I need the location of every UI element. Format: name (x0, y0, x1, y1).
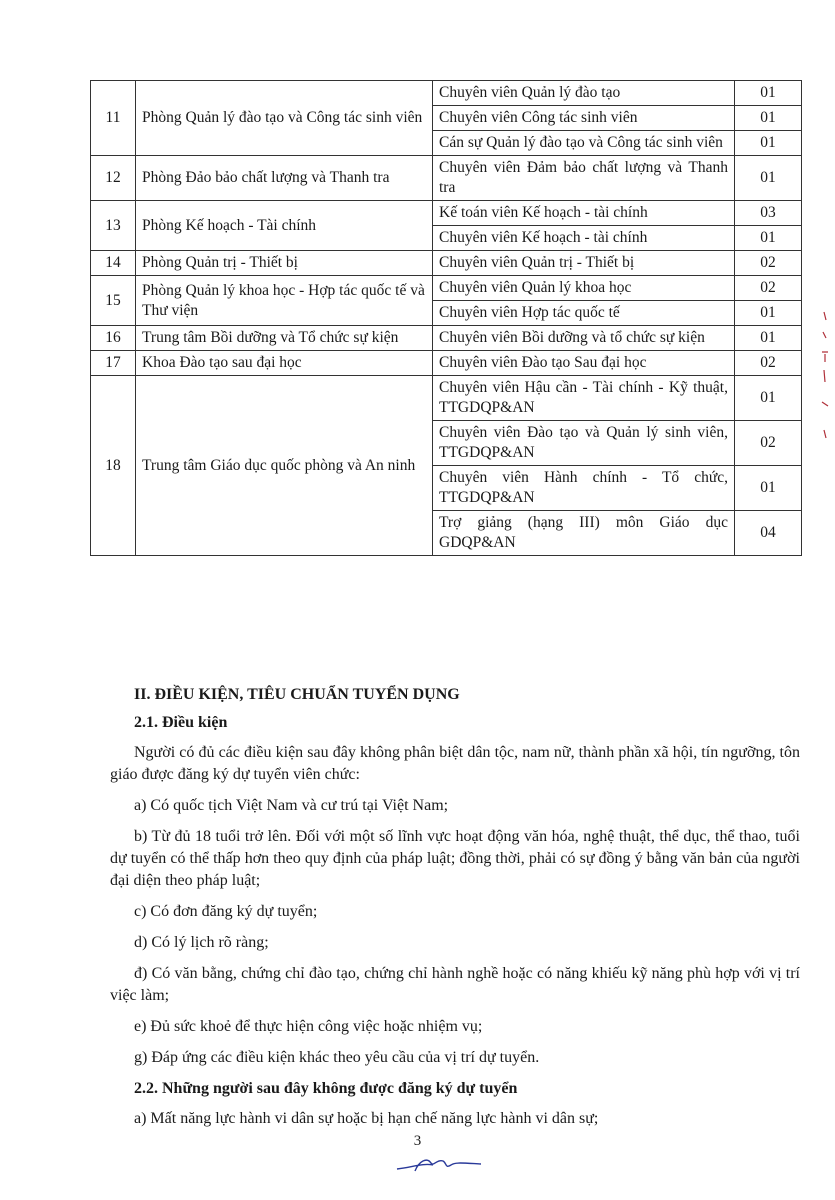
position-quantity: 01 (735, 226, 802, 251)
subsection-heading-conditions: 2.1. Điều kiện (134, 714, 228, 731)
section-heading: II. ĐIỀU KIỆN, TIÊU CHUẨN TUYỂN DỤNG (134, 686, 460, 703)
table-body (91, 81, 802, 556)
department-name: Khoa Đào tạo sau đại học (136, 351, 433, 376)
row-number: 12 (91, 156, 136, 201)
row-number: 15 (91, 276, 136, 326)
table-row (91, 351, 802, 376)
signature-mark (393, 1153, 483, 1175)
department-name: Trung tâm Bồi dưỡng và Tổ chức sự kiện (136, 326, 433, 351)
position-quantity: 02 (735, 421, 802, 466)
table-row (91, 326, 802, 351)
department-name: Phòng Quản lý đào tạo và Công tác sinh viên (136, 81, 433, 156)
row-number: 17 (91, 351, 136, 376)
department-name: Phòng Đảo bảo chất lượng và Thanh tra (136, 156, 433, 201)
position-quantity: 01 (735, 466, 802, 511)
position-quantity: 04 (735, 511, 802, 556)
position-title: Chuyên viên Kế hoạch - tài chính (433, 226, 735, 251)
position-quantity: 02 (735, 351, 802, 376)
position-title: Chuyên viên Hậu cần - Tài chính - Kỹ thuật, TTGDQP&AN (433, 376, 735, 421)
condition-item: d) Có lý lịch rõ ràng; (134, 934, 269, 951)
department-name: Phòng Quản lý khoa học - Hợp tác quốc tế và Thư viện (136, 276, 433, 326)
table-row (91, 201, 802, 226)
exclusion-item: a) Mất năng lực hành vi dân sự hoặc bị hạn chế năng lực hành vi dân sự; (134, 1110, 599, 1127)
department-name: Trung tâm Giáo dục quốc phòng và An ninh (136, 376, 433, 556)
position-quantity: 01 (735, 106, 802, 131)
position-title: Chuyên viên Đào tạo Sau đại học (433, 351, 735, 376)
condition-item: g) Đáp ứng các điều kiện khác theo yêu cầu của vị trí dự tuyển. (134, 1049, 540, 1066)
intro-paragraph: Người có đủ các điều kiện sau đây không phân biệt dân tộc, nam nữ, thành phần xã hội, tín ngưỡng, tôn giáo được đăng ký dự tuyển viên chức: (110, 744, 800, 783)
page-number: 3 (413, 1133, 422, 1149)
position-title: Chuyên viên Quản lý đào tạo (433, 81, 735, 106)
table-row (91, 81, 802, 106)
condition-item: c) Có đơn đăng ký dự tuyển; (134, 903, 318, 920)
position-quantity: 01 (735, 301, 802, 326)
position-title: Chuyên viên Hợp tác quốc tế (433, 301, 735, 326)
position-title: Chuyên viên Quản trị - Thiết bị (433, 251, 735, 276)
position-quantity: 01 (735, 376, 802, 421)
position-title: Chuyên viên Hành chính - Tổ chức, TTGDQP&AN (433, 466, 735, 511)
position-title: Cán sự Quản lý đào tạo và Công tác sinh viên (433, 131, 735, 156)
subsection-heading-exclusions: 2.2. Những người sau đây không được đăng ký dự tuyển (134, 1080, 518, 1097)
table-row (91, 251, 802, 276)
table-row (91, 156, 802, 201)
condition-item: b) Từ đủ 18 tuổi trở lên. Đối với một số lĩnh vực hoạt động văn hóa, nghệ thuật, thể dục, thể thao, tuổi dự tuyển có thể thấp hơn theo quy định của pháp luật; đồng thời, phải có sự đồng ý bằng văn bản của người đại diện theo pháp luật; (110, 828, 800, 889)
position-title: Chuyên viên Đảm bảo chất lượng và Thanh tra (433, 156, 735, 201)
position-title: Chuyên viên Công tác sinh viên (433, 106, 735, 131)
position-title: Chuyên viên Bồi dưỡng và tổ chức sự kiện (433, 326, 735, 351)
position-title: Chuyên viên Quản lý khoa học (433, 276, 735, 301)
position-quantity: 02 (735, 251, 802, 276)
department-name: Phòng Kế hoạch - Tài chính (136, 201, 433, 251)
table-row (91, 376, 802, 421)
position-quantity: 03 (735, 201, 802, 226)
condition-item: a) Có quốc tịch Việt Nam và cư trú tại Việt Nam; (134, 797, 449, 814)
position-title: Chuyên viên Đào tạo và Quản lý sinh viên, TTGDQP&AN (433, 421, 735, 466)
position-title: Trợ giảng (hạng III) môn Giáo dục GDQP&AN (433, 511, 735, 556)
row-number: 14 (91, 251, 136, 276)
section-2 (110, 678, 800, 1139)
position-quantity: 02 (735, 276, 802, 301)
position-quantity: 01 (735, 326, 802, 351)
position-quantity: 01 (735, 131, 802, 156)
recruitment-table (90, 80, 802, 556)
condition-item: e) Đủ sức khoẻ để thực hiện công việc hoặc nhiệm vụ; (134, 1018, 483, 1035)
condition-item: đ) Có văn bằng, chứng chỉ đào tạo, chứng chỉ hành nghề hoặc có năng khiếu kỹ năng phù hợp với vị trí việc làm; (110, 965, 800, 1004)
table-row (91, 276, 802, 301)
department-name: Phòng Quản trị - Thiết bị (136, 251, 433, 276)
row-number: 11 (91, 81, 136, 156)
row-number: 16 (91, 326, 136, 351)
row-number: 13 (91, 201, 136, 251)
position-quantity: 01 (735, 156, 802, 201)
position-title: Kế toán viên Kế hoạch - tài chính (433, 201, 735, 226)
margin-marks (818, 310, 832, 450)
position-quantity: 01 (735, 81, 802, 106)
row-number: 18 (91, 376, 136, 556)
